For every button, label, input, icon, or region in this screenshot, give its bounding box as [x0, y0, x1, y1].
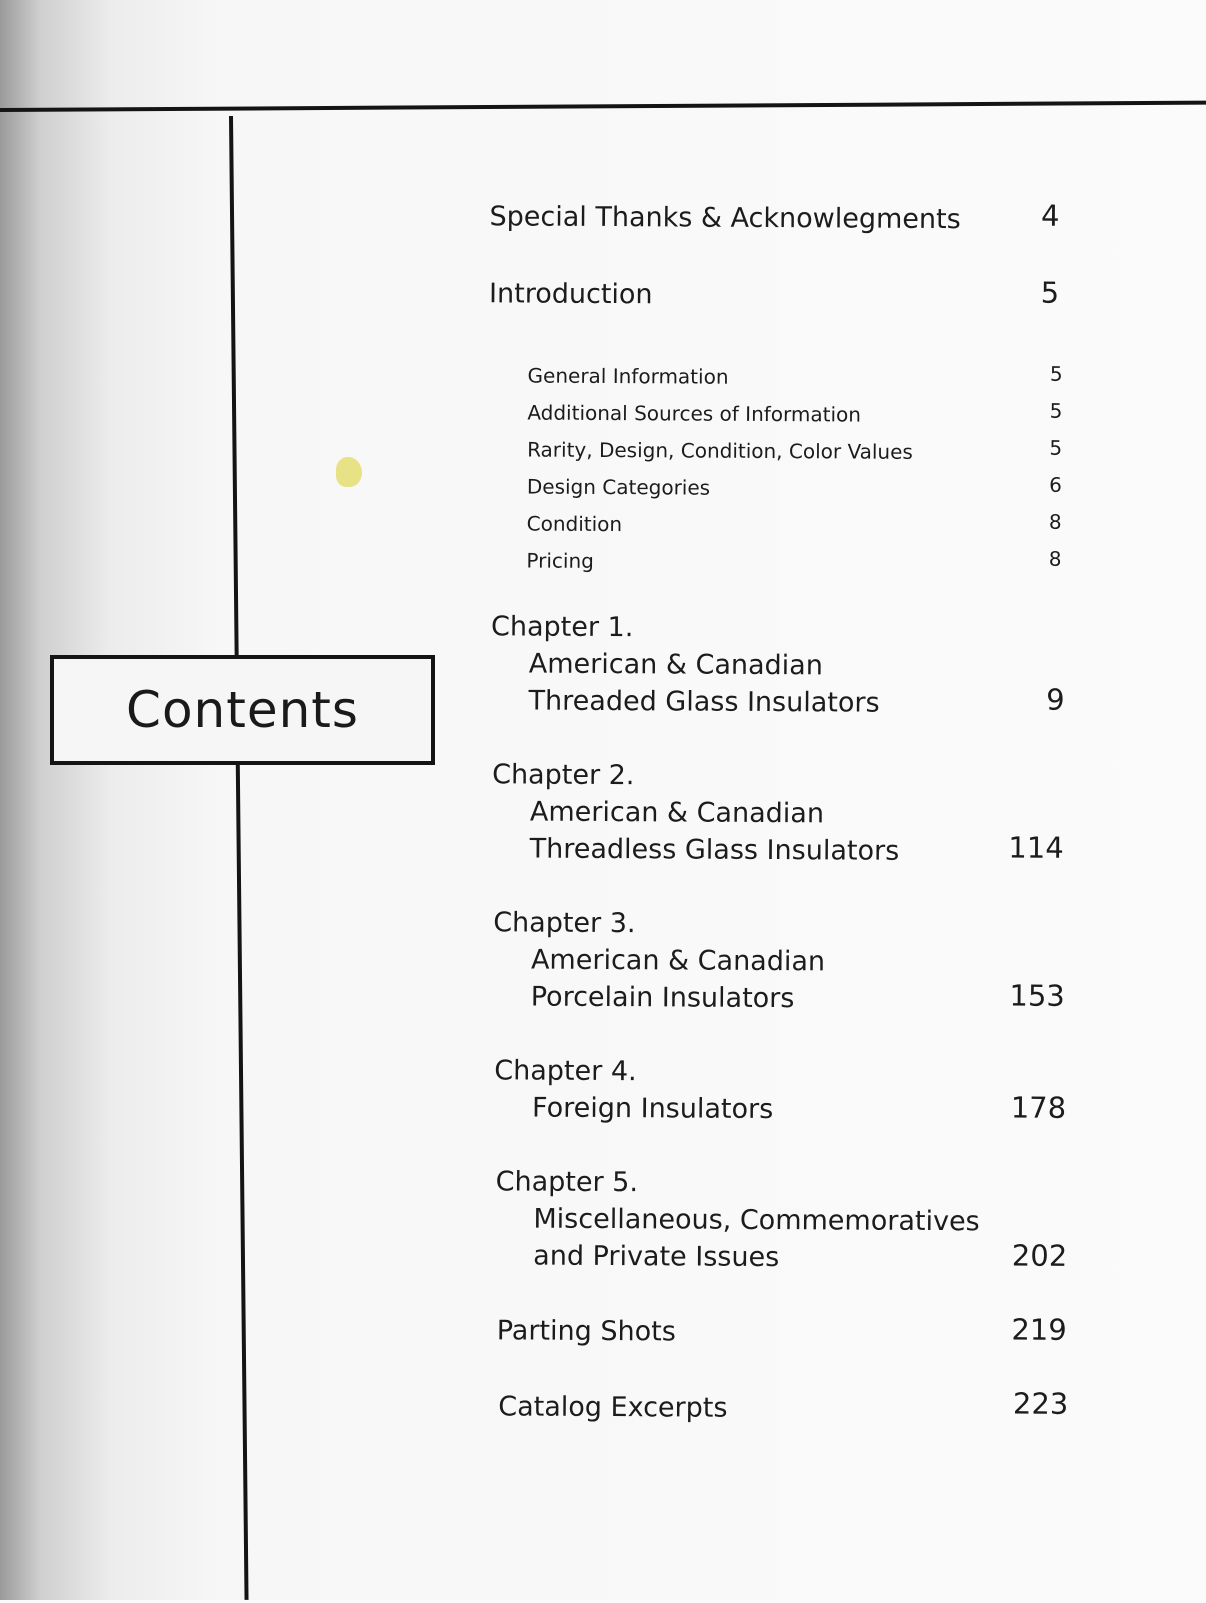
toc-entry-label: Introduction — [488, 278, 653, 311]
toc-page-number: 178 — [1010, 1090, 1067, 1125]
toc-page-number: 114 — [1008, 830, 1064, 865]
toc-entry-label: Special Thanks & Acknowlegments — [489, 201, 961, 236]
toc-subentry[interactable]: Pricing — [526, 548, 594, 573]
toc-subentry[interactable]: Design Categories — [526, 474, 711, 500]
toc-chapter-1[interactable] — [490, 608, 880, 721]
chapter-title: Chapter 1. — [490, 611, 634, 644]
chapter-title: Chapter 5. — [495, 1166, 639, 1199]
toc-entry-parting-shots[interactable] — [497, 1312, 676, 1350]
toc-entry-label: Parting Shots — [496, 1315, 676, 1348]
toc-page-number: 9 — [1046, 682, 1065, 717]
toc-page-number: 5 — [1049, 398, 1063, 423]
toc-page-number: 223 — [1012, 1386, 1069, 1421]
toc-subentry[interactable]: Rarity, Design, Condition, Color Values — [527, 437, 913, 464]
toc-chapter-3[interactable] — [493, 904, 826, 1017]
chapter-subtitle-line: American & Canadian — [530, 944, 826, 978]
toc-subentry[interactable]: General Information — [527, 363, 729, 389]
toc-page-number: 8 — [1048, 509, 1062, 534]
toc-subentry[interactable]: Condition — [526, 511, 623, 537]
chapter-subtitle-line: Threadless Glass Insulators — [529, 833, 900, 867]
chapter-subtitle-line: American & Canadian — [529, 796, 825, 830]
chapter-subtitle-line: American & Canadian — [528, 648, 823, 682]
toc-chapter-4[interactable] — [494, 1052, 774, 1128]
chapter-title: Chapter 2. — [492, 759, 635, 792]
chapter-subtitle-line: and Private Issues — [533, 1240, 780, 1274]
toc-page-number: 153 — [1009, 978, 1065, 1013]
toc-entry-catalog-excerpts[interactable] — [498, 1388, 727, 1426]
toc-page-number: 219 — [1011, 1312, 1067, 1347]
toc-page-number: 202 — [1011, 1238, 1068, 1273]
toc-chapter-2[interactable] — [492, 756, 900, 869]
toc-entry-introduction[interactable] — [489, 275, 653, 313]
chapter-title: Chapter 4. — [494, 1055, 637, 1088]
toc-page-number: 5 — [1049, 361, 1063, 386]
toc-page-number: 4 — [1041, 198, 1060, 233]
chapter-subtitle-line: Porcelain Insulators — [530, 981, 795, 1015]
chapter-subtitle-line: Miscellaneous, Commemoratives — [533, 1203, 980, 1238]
toc-page-number: 5 — [1049, 435, 1063, 460]
toc-page-number: 5 — [1040, 275, 1060, 310]
chapter-subtitle-line: Foreign Insulators — [532, 1092, 774, 1126]
contents-heading: Contents — [126, 681, 359, 739]
chapter-title: Chapter 3. — [493, 907, 636, 940]
toc-page-number: 8 — [1048, 546, 1062, 571]
chapter-subtitle-line: Threaded Glass Insulators — [528, 685, 880, 719]
toc-entry-label: Catalog Excerpts — [498, 1391, 728, 1424]
toc-page-number: 6 — [1049, 472, 1063, 497]
toc-entry-special-thanks[interactable] — [489, 198, 960, 238]
toc-chapter-5[interactable] — [495, 1163, 980, 1277]
toc-subentry[interactable]: Additional Sources of Information — [527, 400, 862, 427]
